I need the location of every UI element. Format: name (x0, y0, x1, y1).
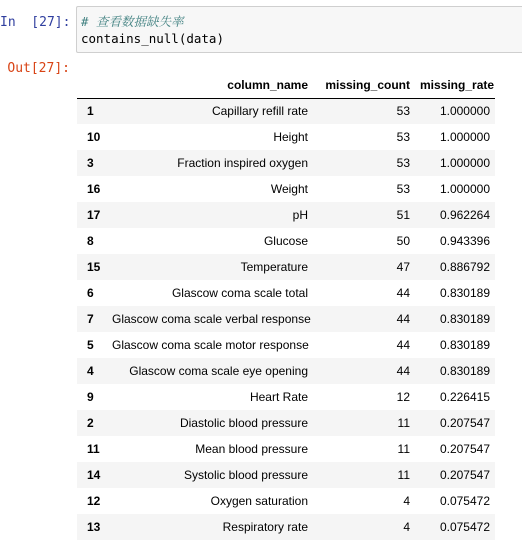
row-index: 16 (87, 182, 101, 196)
missing-count-cell: 53 (396, 156, 410, 170)
table-row (77, 358, 495, 384)
column-name-cell: Capillary refill rate (211, 104, 308, 119)
row-index: 13 (87, 520, 101, 534)
row-index: 15 (87, 260, 101, 274)
missing-count-cell: 53 (396, 130, 410, 144)
missing-count-cell: 50 (396, 234, 410, 248)
header-index-cell (77, 72, 107, 98)
row-index: 14 (87, 468, 101, 482)
input-prompt: In [27]: (0, 15, 71, 30)
missing-rate-cell: 0.962264 (439, 208, 490, 222)
header-missing-count: missing_count (313, 72, 415, 98)
missing-count-cell: 4 (403, 520, 410, 534)
table-row (77, 514, 495, 540)
table-row (77, 436, 495, 462)
column-name-cell: Glascow coma scale eye opening (129, 364, 308, 378)
missing-count-cell: 47 (396, 260, 410, 274)
row-index: 7 (87, 312, 94, 326)
table-row (77, 124, 495, 150)
missing-count-cell: 53 (396, 104, 410, 119)
missing-rate-cell: 1.000000 (439, 182, 490, 196)
missing-count-cell: 11 (397, 442, 410, 456)
missing-rate-cell: 0.226415 (439, 390, 490, 404)
row-index: 9 (87, 390, 94, 404)
code-comment: # 查看数据缺失率 (81, 14, 184, 29)
table-header (77, 72, 495, 98)
column-name-cell: Heart Rate (249, 390, 308, 404)
row-index: 17 (87, 208, 101, 222)
header-missing-rate: missing_rate (415, 72, 495, 98)
table-row (77, 176, 495, 202)
output-prompt: Out[27]: (7, 61, 70, 76)
missing-rate-cell: 0.075472 (439, 520, 490, 534)
missing-rate-cell: 1.000000 (439, 156, 490, 170)
column-name-cell: Systolic blood pressure (183, 468, 308, 482)
output-area (77, 72, 497, 540)
dataframe-table (77, 72, 495, 540)
table-row (77, 306, 495, 332)
missing-count-cell: 44 (396, 312, 410, 326)
row-index: 11 (87, 442, 100, 456)
missing-rate-cell: 0.830189 (439, 364, 490, 378)
column-name-cell: Glascow coma scale motor response (112, 338, 309, 352)
missing-rate-cell: 0.830189 (439, 338, 490, 352)
missing-count-cell: 53 (396, 182, 410, 196)
column-name-cell: Height (273, 130, 308, 144)
header-row (77, 72, 495, 98)
missing-count-cell: 44 (396, 364, 410, 378)
missing-rate-cell: 0.075472 (439, 494, 490, 508)
column-name-cell: Temperature (240, 260, 308, 274)
table-row (77, 254, 495, 280)
column-name-cell: Glascow coma scale total (171, 286, 308, 300)
row-index: 5 (87, 338, 94, 352)
code-editor[interactable] (76, 6, 522, 53)
missing-rate-cell: 0.943396 (439, 234, 490, 248)
column-name-cell: Fraction inspired oxygen (177, 156, 308, 170)
missing-rate-cell: 1.000000 (439, 104, 490, 119)
table-row (77, 202, 495, 228)
table-row (77, 332, 495, 358)
row-index: 8 (87, 234, 94, 248)
row-index: 10 (87, 130, 101, 144)
code-statement: contains_null(data) (81, 31, 224, 46)
missing-count-cell: 4 (403, 494, 410, 508)
input-cell[interactable] (0, 6, 522, 56)
missing-rate-cell: 0.207547 (439, 442, 490, 456)
table-body (77, 98, 495, 540)
missing-count-cell: 11 (397, 468, 410, 482)
header-column-name: column_name (107, 72, 313, 98)
missing-count-cell: 44 (396, 286, 410, 300)
table-row (77, 488, 495, 514)
table-row (77, 150, 495, 176)
table-row (77, 410, 495, 436)
column-name-cell: Glucose (263, 234, 308, 248)
table-row (77, 384, 495, 410)
missing-count-cell: 44 (396, 338, 410, 352)
row-index: 6 (87, 286, 94, 300)
missing-count-cell: 12 (396, 390, 410, 404)
column-name-cell: pH (292, 208, 308, 222)
column-name-cell: Weight (270, 182, 308, 196)
row-index: 1 (87, 104, 94, 119)
missing-count-cell: 11 (397, 416, 410, 430)
table-row (77, 98, 495, 124)
missing-count-cell: 51 (396, 208, 410, 222)
row-index: 2 (87, 416, 94, 430)
table-row (77, 462, 495, 488)
table-row (77, 228, 495, 254)
row-index: 4 (87, 364, 94, 378)
column-name-cell: Respiratory rate (222, 520, 308, 534)
missing-rate-cell: 0.207547 (439, 416, 490, 430)
column-name-cell: Diastolic blood pressure (179, 416, 308, 430)
column-name-cell: Mean blood pressure (195, 442, 308, 456)
row-index: 3 (87, 156, 94, 170)
table-row (77, 280, 495, 306)
missing-rate-cell: 1.000000 (439, 130, 490, 144)
row-index: 12 (87, 494, 101, 508)
column-name-cell: Glascow coma scale verbal response (112, 312, 311, 326)
missing-rate-cell: 0.886792 (439, 260, 490, 274)
missing-rate-cell: 0.830189 (439, 286, 490, 300)
missing-rate-cell: 0.207547 (439, 468, 490, 482)
missing-rate-cell: 0.830189 (439, 312, 490, 326)
column-name-cell: Oxygen saturation (210, 494, 308, 508)
